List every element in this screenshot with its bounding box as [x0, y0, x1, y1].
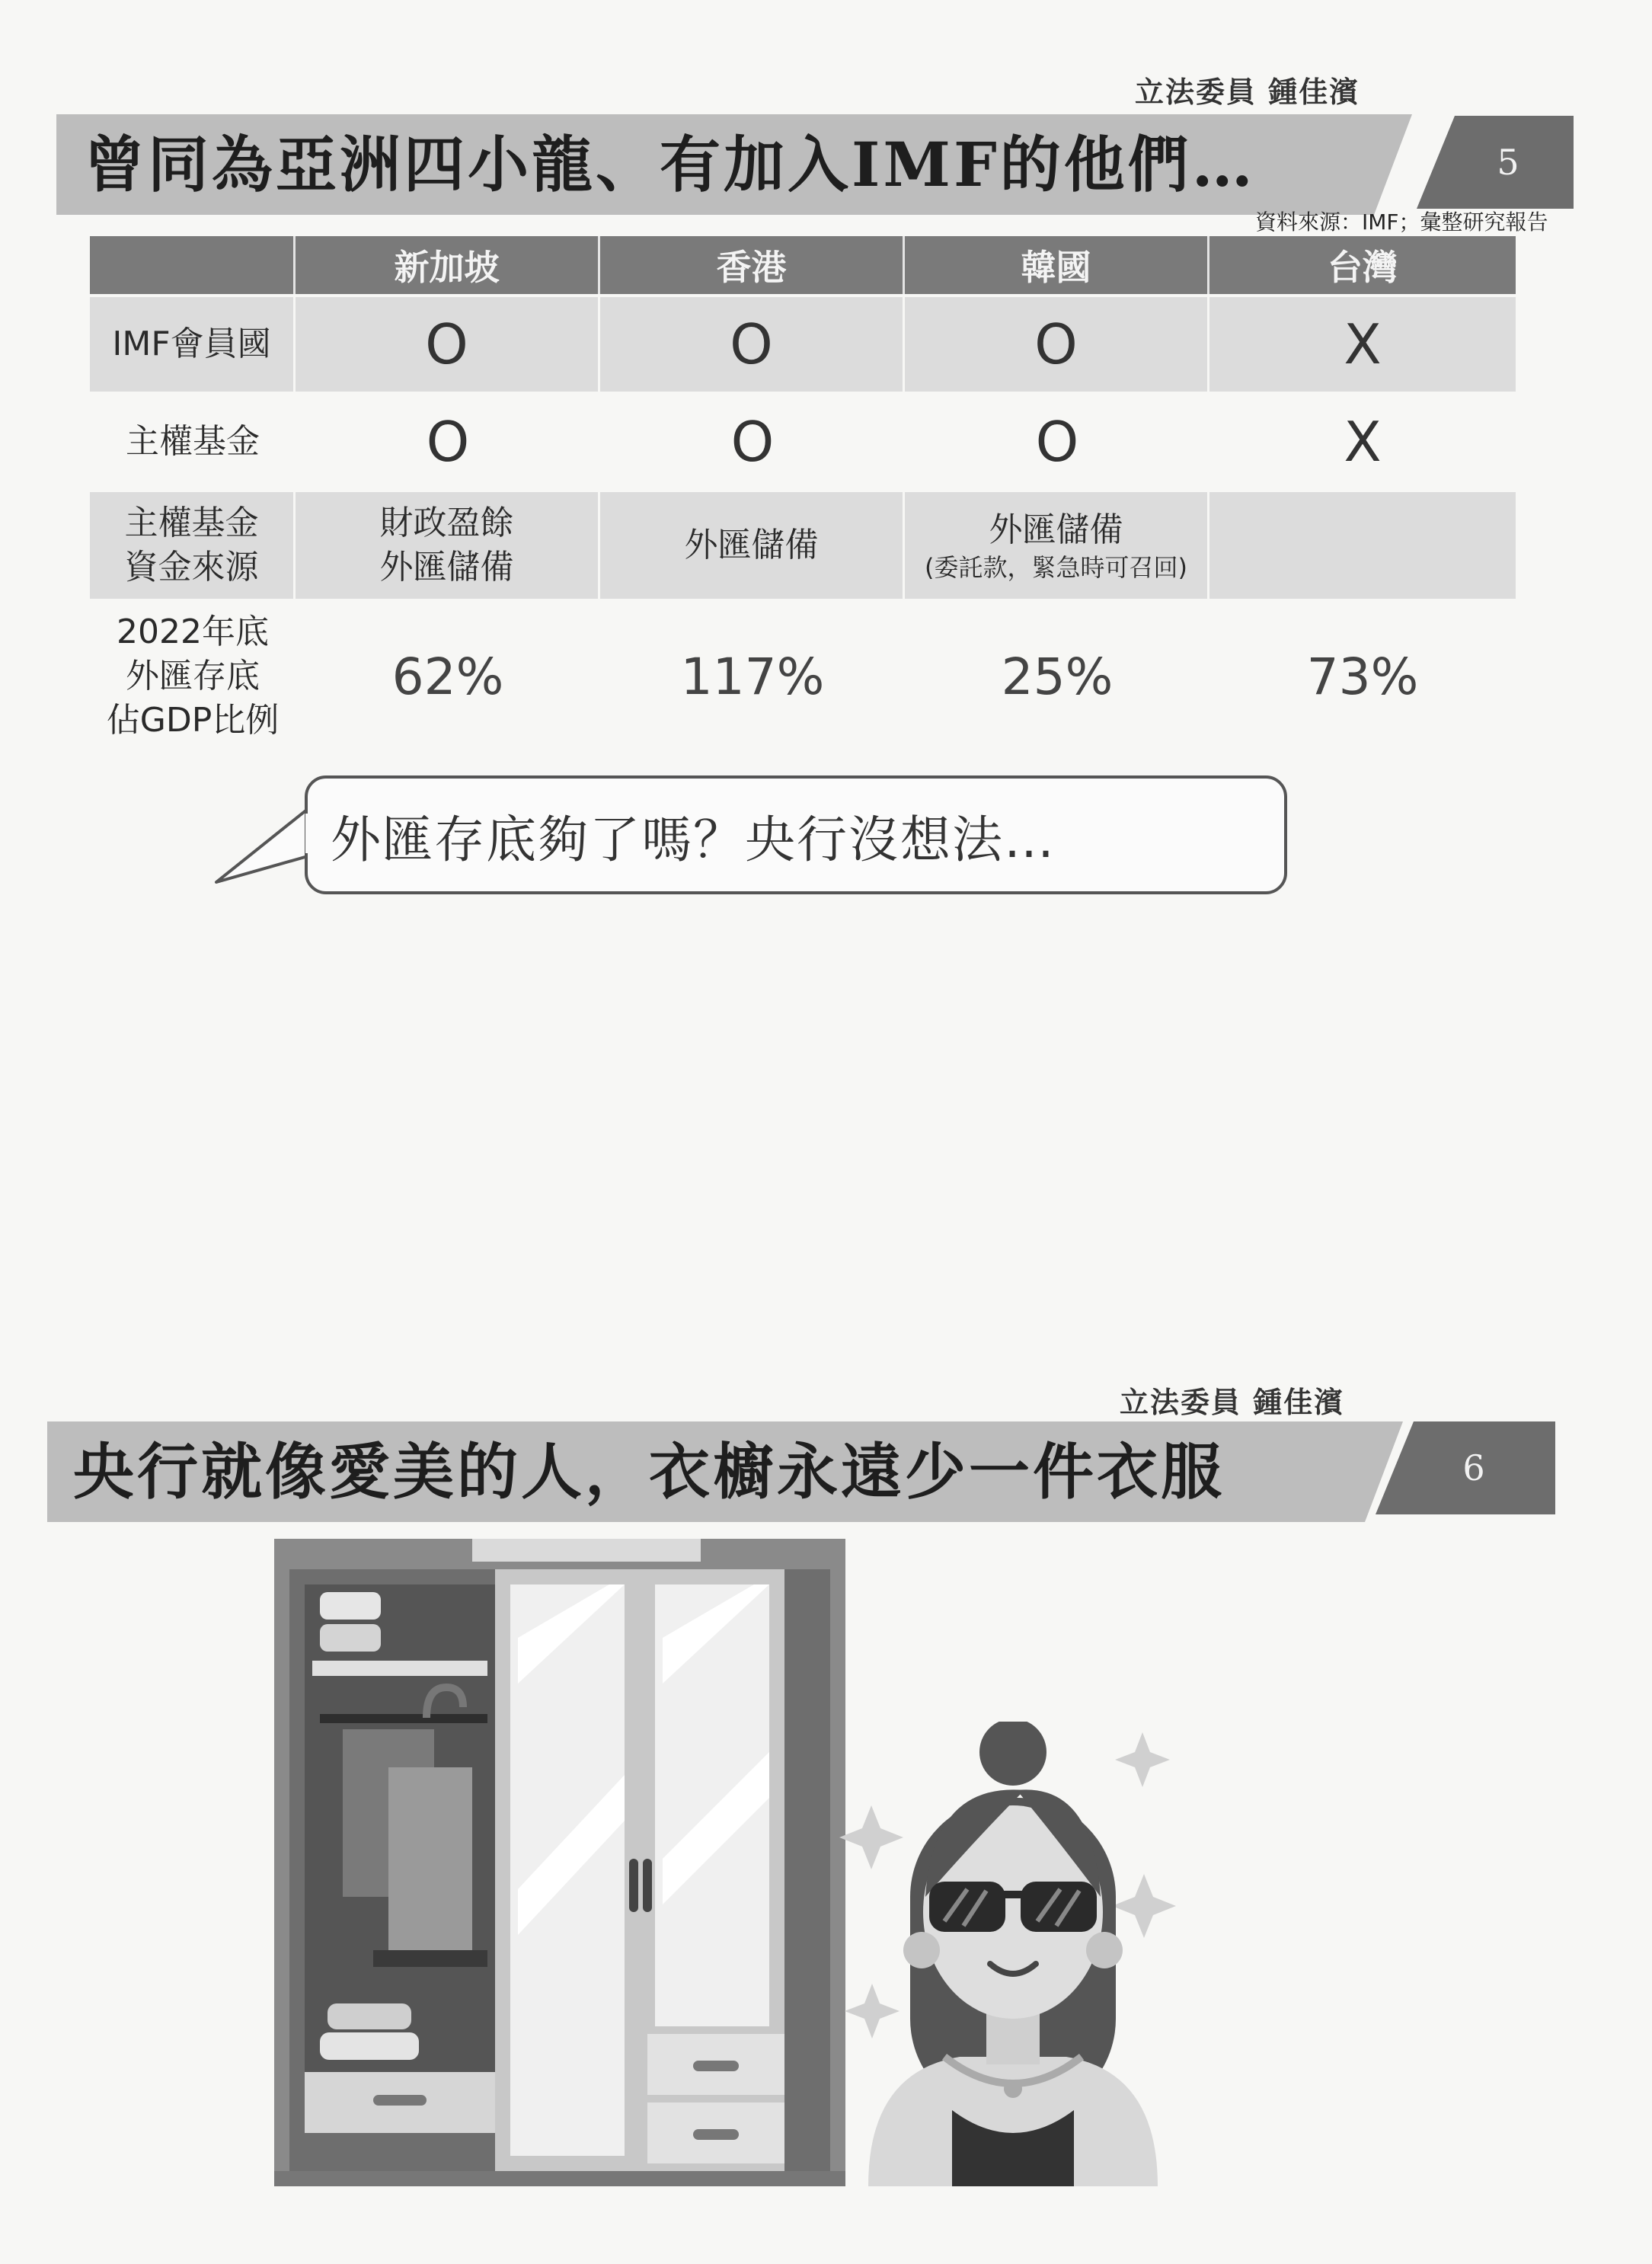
- page-number: 5: [1497, 142, 1519, 183]
- speech-bubble: [305, 775, 1287, 894]
- wardrobe-illustration: [274, 1539, 845, 2186]
- cell-value: O: [730, 410, 775, 474]
- cell-value: 62%: [391, 647, 504, 706]
- table-cell: [296, 395, 600, 489]
- table-cell: [905, 492, 1209, 599]
- cell-value: O: [1035, 410, 1079, 474]
- table-cell: [1209, 297, 1516, 392]
- table-cell-empty: [1209, 492, 1516, 599]
- table-row: [90, 602, 1516, 751]
- cell-note: (委託款，緊急時可召回): [925, 553, 1187, 582]
- table-cell: [905, 297, 1209, 392]
- cell-value: X: [1344, 410, 1382, 474]
- speech-bubble-text: 外匯存底夠了嗎？央行沒想法…: [331, 810, 1056, 869]
- slide-title: 曾同為亞洲四小龍、有加入IMF的他們…: [84, 129, 1256, 200]
- table-cell: [296, 297, 600, 392]
- header-corner: [90, 236, 296, 294]
- cell-value: O: [426, 410, 470, 474]
- source-note: 資料來源：IMF；彙整研究報告: [1255, 209, 1548, 235]
- cell-value: 外匯儲備: [379, 548, 514, 587]
- cell-value: X: [1344, 312, 1382, 376]
- cell-value: O: [425, 312, 468, 376]
- table-cell: [600, 297, 905, 392]
- row-label-line: 佔GDP比例: [106, 701, 280, 740]
- slide-title: 央行就像愛美的人，衣櫥永遠少一件衣服: [73, 1436, 1225, 1508]
- row-label-line: 主權基金: [124, 504, 259, 542]
- table-row: [90, 492, 1516, 599]
- cell-value: 117%: [680, 647, 825, 706]
- table-cell: [1209, 395, 1516, 489]
- table-cell: [905, 602, 1209, 751]
- author-name: 立法委員 鍾佳濱: [1120, 1385, 1345, 1419]
- row-label-line: 主權基金: [126, 422, 260, 461]
- row-label: [90, 492, 296, 599]
- row-label: [90, 602, 296, 751]
- column-header: 新加坡: [296, 236, 600, 294]
- slide-5: [0, 0, 1652, 960]
- table-cell: [600, 602, 905, 751]
- cell-value: 外匯儲備: [989, 510, 1123, 549]
- table-cell: [296, 602, 600, 751]
- row-label-line: 外匯存底: [126, 657, 260, 696]
- table-cell: [1209, 602, 1516, 751]
- row-label-line: IMF會員國: [112, 325, 271, 363]
- cell-value: 25%: [1001, 647, 1114, 706]
- bubble-joint: [305, 814, 313, 853]
- table-row: [90, 297, 1516, 392]
- page-number: 6: [1462, 1447, 1485, 1489]
- cell-value: 財政盈餘: [379, 504, 514, 542]
- cell-value: O: [1034, 312, 1078, 376]
- table-cell: [600, 492, 905, 599]
- speech-bubble-tail: [213, 807, 320, 891]
- row-label: [90, 297, 296, 392]
- slide-6: [0, 1356, 1652, 2264]
- cell-value: 外匯儲備: [684, 526, 819, 564]
- row-label-line: 資金來源: [124, 548, 259, 587]
- cell-value: 73%: [1306, 647, 1419, 706]
- table-header-row: [90, 236, 1516, 294]
- table-cell: [905, 395, 1209, 489]
- column-header: 香港: [600, 236, 905, 294]
- author-name: 立法委員 鍾佳濱: [1135, 75, 1360, 109]
- column-header: 韓國: [905, 236, 1209, 294]
- table-row: [90, 395, 1516, 489]
- row-label-line: 2022年底: [117, 612, 269, 651]
- column-header: 台灣: [1328, 247, 1398, 288]
- woman-sunglasses-illustration: [838, 1722, 1203, 2186]
- table-cell: [296, 492, 600, 599]
- cell-value: O: [730, 312, 773, 376]
- table-cell: [600, 395, 905, 489]
- row-label: [90, 395, 296, 489]
